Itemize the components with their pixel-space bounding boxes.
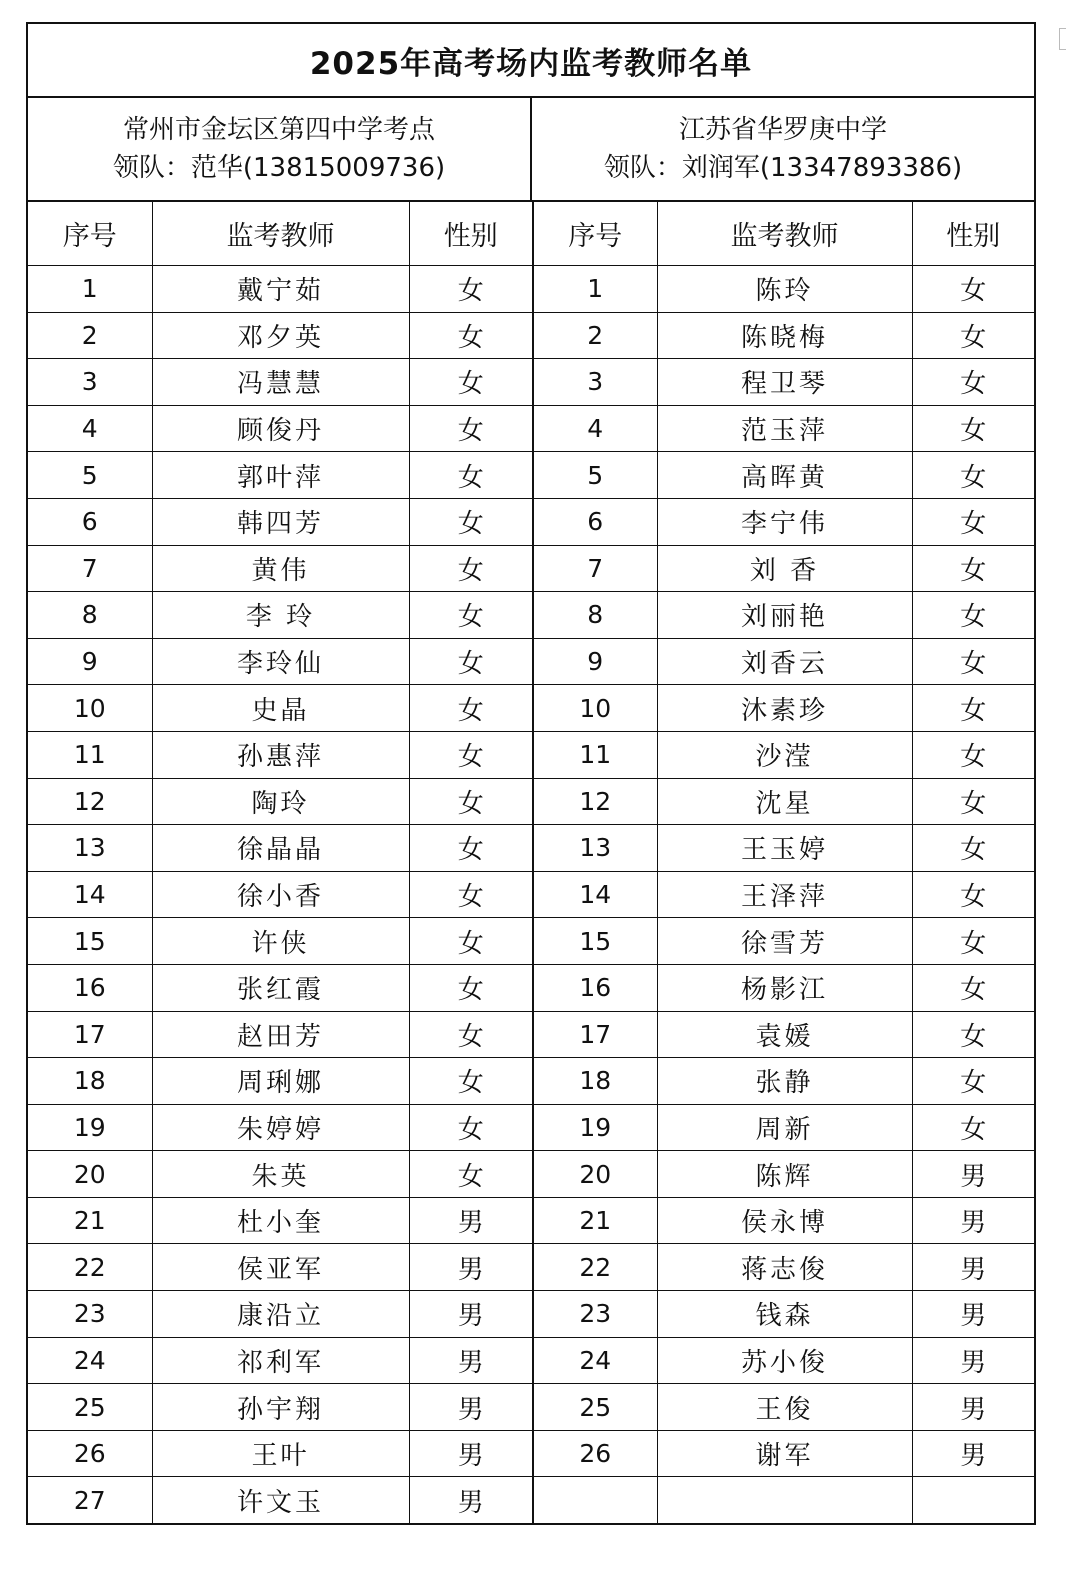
- table-row: [28, 498, 1034, 545]
- right-gender-cell: 女: [912, 405, 1034, 452]
- left-teacher-name-cell: 韩四芳: [152, 498, 409, 545]
- right-row-number-cell: 20: [533, 1151, 657, 1198]
- right-gender-cell: 女: [912, 452, 1034, 499]
- table-row: [28, 452, 1034, 499]
- right-gender-cell: 男: [912, 1384, 1034, 1431]
- table-row: [28, 1430, 1034, 1477]
- right-teacher-name-cell: 王玉婷: [657, 825, 912, 872]
- left-row-number-cell: 4: [28, 405, 152, 452]
- left-row-number-cell: 13: [28, 825, 152, 872]
- left-gender-cell: 男: [409, 1384, 533, 1431]
- left-row-number-cell: 15: [28, 918, 152, 965]
- left-gender-cell: 女: [409, 964, 533, 1011]
- right-row-number-cell: 3: [533, 359, 657, 406]
- left-teacher-name-cell: 孙惠萍: [152, 731, 409, 778]
- right-teacher-name-cell: 王泽萍: [657, 871, 912, 918]
- right-row-number-cell: 15: [533, 918, 657, 965]
- right-teacher-name-cell: 侯永博: [657, 1197, 912, 1244]
- right-site-leader: 领队：刘润军(13347893386): [603, 153, 963, 183]
- left-gender-cell: 女: [409, 1104, 533, 1151]
- left-gender-cell: 女: [409, 592, 533, 639]
- left-row-number-cell: 1: [28, 266, 152, 313]
- left-teacher-name-cell: 侯亚军: [152, 1244, 409, 1291]
- left-teacher-name-cell: 徐小香: [152, 871, 409, 918]
- left-row-number-cell: 8: [28, 592, 152, 639]
- right-teacher-name-cell: 袁媛: [657, 1011, 912, 1058]
- teacher-table: [28, 202, 1034, 1523]
- table-row: [28, 592, 1034, 639]
- right-row-number-cell: 9: [533, 638, 657, 685]
- left-row-number-cell: 20: [28, 1151, 152, 1198]
- right-gender-cell: 男: [912, 1291, 1034, 1338]
- right-header-teacher: 监考教师: [657, 202, 912, 266]
- right-gender-cell: 女: [912, 266, 1034, 313]
- right-gender-cell: 女: [912, 778, 1034, 825]
- right-row-number-cell: 11: [533, 731, 657, 778]
- left-gender-cell: 女: [409, 405, 533, 452]
- left-row-number-cell: 24: [28, 1337, 152, 1384]
- left-gender-cell: 女: [409, 638, 533, 685]
- left-header-no: 序号: [28, 202, 152, 266]
- left-gender-cell: 女: [409, 918, 533, 965]
- left-teacher-name-cell: 杜小奎: [152, 1197, 409, 1244]
- right-row-number-cell: 14: [533, 871, 657, 918]
- right-teacher-name-cell: 苏小俊: [657, 1337, 912, 1384]
- right-row-number-cell: 21: [533, 1197, 657, 1244]
- left-gender-cell: 女: [409, 359, 533, 406]
- left-row-number-cell: 9: [28, 638, 152, 685]
- left-row-number-cell: 17: [28, 1011, 152, 1058]
- table-row: [28, 1291, 1034, 1338]
- left-teacher-name-cell: 康沿立: [152, 1291, 409, 1338]
- right-teacher-name-cell: 刘香云: [657, 638, 912, 685]
- right-teacher-name-cell: 徐雪芳: [657, 918, 912, 965]
- right-gender-cell: 女: [912, 1104, 1034, 1151]
- left-teacher-name-cell: 史晶: [152, 685, 409, 732]
- left-row-number-cell: 26: [28, 1430, 152, 1477]
- right-gender-cell: 男: [912, 1244, 1034, 1291]
- table-row: [28, 825, 1034, 872]
- left-teacher-name-cell: 郭叶萍: [152, 452, 409, 499]
- left-teacher-name-cell: 黄伟: [152, 545, 409, 592]
- left-gender-cell: 女: [409, 452, 533, 499]
- left-teacher-name-cell: 冯慧慧: [152, 359, 409, 406]
- table-row: [28, 1337, 1034, 1384]
- left-gender-cell: 女: [409, 778, 533, 825]
- table-row: [28, 685, 1034, 732]
- left-row-number-cell: 5: [28, 452, 152, 499]
- left-gender-cell: 男: [409, 1197, 533, 1244]
- right-row-number-cell: 8: [533, 592, 657, 639]
- right-gender-cell: 女: [912, 545, 1034, 592]
- right-teacher-name-cell: 谢军: [657, 1430, 912, 1477]
- right-teacher-name-cell: 刘丽艳: [657, 592, 912, 639]
- left-gender-cell: 男: [409, 1337, 533, 1384]
- right-teacher-name-cell: 沐素珍: [657, 685, 912, 732]
- left-gender-cell: 女: [409, 825, 533, 872]
- table-row: [28, 1104, 1034, 1151]
- right-row-number-cell: 17: [533, 1011, 657, 1058]
- right-gender-cell: 女: [912, 918, 1034, 965]
- left-teacher-name-cell: 张红霞: [152, 964, 409, 1011]
- table-row: [28, 359, 1034, 406]
- left-gender-cell: 男: [409, 1244, 533, 1291]
- left-teacher-name-cell: 周琍娜: [152, 1058, 409, 1105]
- left-teacher-name-cell: 孙宇翔: [152, 1384, 409, 1431]
- left-header-gender: 性别: [409, 202, 533, 266]
- right-row-number-cell: 1: [533, 266, 657, 313]
- right-row-number-cell: 10: [533, 685, 657, 732]
- table-row: [28, 1197, 1034, 1244]
- right-teacher-name-cell: 周新: [657, 1104, 912, 1151]
- right-teacher-name-cell: 王俊: [657, 1384, 912, 1431]
- left-teacher-name-cell: 邓夕英: [152, 312, 409, 359]
- table-row: [28, 1011, 1034, 1058]
- right-teacher-name-cell: 沙滢: [657, 731, 912, 778]
- table-row: [28, 871, 1034, 918]
- left-gender-cell: 女: [409, 685, 533, 732]
- left-teacher-name-cell: 朱英: [152, 1151, 409, 1198]
- right-teacher-name-cell: 张静: [657, 1058, 912, 1105]
- right-gender-cell: 女: [912, 964, 1034, 1011]
- table-row: [28, 918, 1034, 965]
- left-row-number-cell: 27: [28, 1477, 152, 1523]
- right-gender-cell: 女: [912, 638, 1034, 685]
- right-row-number-cell: [533, 1477, 657, 1523]
- left-row-number-cell: 14: [28, 871, 152, 918]
- left-row-number-cell: 6: [28, 498, 152, 545]
- right-site-info: [530, 98, 1034, 200]
- exam-sites-header: [28, 98, 1034, 202]
- edge-fragment: [1059, 28, 1066, 50]
- left-teacher-name-cell: 许文玉: [152, 1477, 409, 1523]
- right-row-number-cell: 23: [533, 1291, 657, 1338]
- left-gender-cell: 女: [409, 498, 533, 545]
- table-row: [28, 405, 1034, 452]
- right-row-number-cell: 24: [533, 1337, 657, 1384]
- right-row-number-cell: 16: [533, 964, 657, 1011]
- left-site-info: [28, 98, 530, 200]
- left-header-teacher: 监考教师: [152, 202, 409, 266]
- left-teacher-name-cell: 李 玲: [152, 592, 409, 639]
- right-teacher-name-cell: [657, 1477, 912, 1523]
- table-row: [28, 1058, 1034, 1105]
- left-gender-cell: 女: [409, 871, 533, 918]
- right-teacher-name-cell: 陈辉: [657, 1151, 912, 1198]
- right-row-number-cell: 7: [533, 545, 657, 592]
- table-row: [28, 778, 1034, 825]
- right-teacher-name-cell: 陈晓梅: [657, 312, 912, 359]
- document-title: 2025年高考场内监考教师名单: [28, 24, 1034, 98]
- left-row-number-cell: 22: [28, 1244, 152, 1291]
- left-gender-cell: 女: [409, 1011, 533, 1058]
- table-row: [28, 545, 1034, 592]
- right-header-gender: 性别: [912, 202, 1034, 266]
- right-gender-cell: 女: [912, 731, 1034, 778]
- left-gender-cell: 男: [409, 1477, 533, 1523]
- left-row-number-cell: 11: [28, 731, 152, 778]
- left-row-number-cell: 12: [28, 778, 152, 825]
- right-gender-cell: 女: [912, 1058, 1034, 1105]
- right-gender-cell: 女: [912, 825, 1034, 872]
- left-site-name: 常州市金坛区第四中学考点: [122, 115, 435, 145]
- table-row: [28, 312, 1034, 359]
- left-gender-cell: 女: [409, 1058, 533, 1105]
- left-gender-cell: 女: [409, 312, 533, 359]
- right-gender-cell: 女: [912, 871, 1034, 918]
- right-teacher-name-cell: 刘 香: [657, 545, 912, 592]
- table-row: [28, 731, 1034, 778]
- left-teacher-name-cell: 顾俊丹: [152, 405, 409, 452]
- table-row: [28, 964, 1034, 1011]
- right-header-no: 序号: [533, 202, 657, 266]
- table-row: [28, 1244, 1034, 1291]
- right-row-number-cell: 13: [533, 825, 657, 872]
- right-gender-cell: 女: [912, 359, 1034, 406]
- right-site-name: 江苏省华罗庚中学: [678, 115, 887, 145]
- left-teacher-name-cell: 王叶: [152, 1430, 409, 1477]
- left-gender-cell: 女: [409, 545, 533, 592]
- left-row-number-cell: 21: [28, 1197, 152, 1244]
- table-row: [28, 1151, 1034, 1198]
- right-gender-cell: 女: [912, 685, 1034, 732]
- table-header-row: [28, 202, 1034, 266]
- right-teacher-name-cell: 沈星: [657, 778, 912, 825]
- table-row: [28, 638, 1034, 685]
- right-row-number-cell: 12: [533, 778, 657, 825]
- right-gender-cell: 女: [912, 1011, 1034, 1058]
- table-row: [28, 1384, 1034, 1431]
- left-gender-cell: 男: [409, 1430, 533, 1477]
- right-row-number-cell: 4: [533, 405, 657, 452]
- left-teacher-name-cell: 徐晶晶: [152, 825, 409, 872]
- left-teacher-name-cell: 李玲仙: [152, 638, 409, 685]
- left-teacher-name-cell: 朱婷婷: [152, 1104, 409, 1151]
- table-row: [28, 266, 1034, 313]
- left-gender-cell: 女: [409, 266, 533, 313]
- left-row-number-cell: 25: [28, 1384, 152, 1431]
- right-gender-cell: 女: [912, 592, 1034, 639]
- left-gender-cell: 男: [409, 1291, 533, 1338]
- left-teacher-name-cell: 祁利军: [152, 1337, 409, 1384]
- left-row-number-cell: 19: [28, 1104, 152, 1151]
- right-row-number-cell: 6: [533, 498, 657, 545]
- invigilator-list-sheet: [26, 22, 1036, 1525]
- right-gender-cell: 女: [912, 498, 1034, 545]
- right-row-number-cell: 19: [533, 1104, 657, 1151]
- table-row: [28, 1477, 1034, 1523]
- right-teacher-name-cell: 范玉萍: [657, 405, 912, 452]
- left-gender-cell: 女: [409, 731, 533, 778]
- right-gender-cell: 男: [912, 1430, 1034, 1477]
- right-teacher-name-cell: 杨影江: [657, 964, 912, 1011]
- right-row-number-cell: 2: [533, 312, 657, 359]
- left-site-leader: 领队：范华(13815009736): [112, 153, 446, 183]
- right-teacher-name-cell: 蒋志俊: [657, 1244, 912, 1291]
- right-teacher-name-cell: 陈玲: [657, 266, 912, 313]
- left-row-number-cell: 7: [28, 545, 152, 592]
- right-row-number-cell: 18: [533, 1058, 657, 1105]
- left-teacher-name-cell: 赵田芳: [152, 1011, 409, 1058]
- right-gender-cell: 男: [912, 1151, 1034, 1198]
- left-row-number-cell: 16: [28, 964, 152, 1011]
- right-row-number-cell: 26: [533, 1430, 657, 1477]
- left-row-number-cell: 2: [28, 312, 152, 359]
- right-row-number-cell: 22: [533, 1244, 657, 1291]
- right-gender-cell: 男: [912, 1197, 1034, 1244]
- right-teacher-name-cell: 钱森: [657, 1291, 912, 1338]
- right-row-number-cell: 25: [533, 1384, 657, 1431]
- right-row-number-cell: 5: [533, 452, 657, 499]
- right-gender-cell: 男: [912, 1337, 1034, 1384]
- left-row-number-cell: 3: [28, 359, 152, 406]
- right-teacher-name-cell: 程卫琴: [657, 359, 912, 406]
- left-teacher-name-cell: 戴宁茹: [152, 266, 409, 313]
- left-gender-cell: 女: [409, 1151, 533, 1198]
- right-teacher-name-cell: 李宁伟: [657, 498, 912, 545]
- right-teacher-name-cell: 高晖黄: [657, 452, 912, 499]
- left-teacher-name-cell: 许侠: [152, 918, 409, 965]
- left-row-number-cell: 10: [28, 685, 152, 732]
- right-gender-cell: 女: [912, 312, 1034, 359]
- left-row-number-cell: 23: [28, 1291, 152, 1338]
- left-teacher-name-cell: 陶玲: [152, 778, 409, 825]
- left-row-number-cell: 18: [28, 1058, 152, 1105]
- right-gender-cell: [912, 1477, 1034, 1523]
